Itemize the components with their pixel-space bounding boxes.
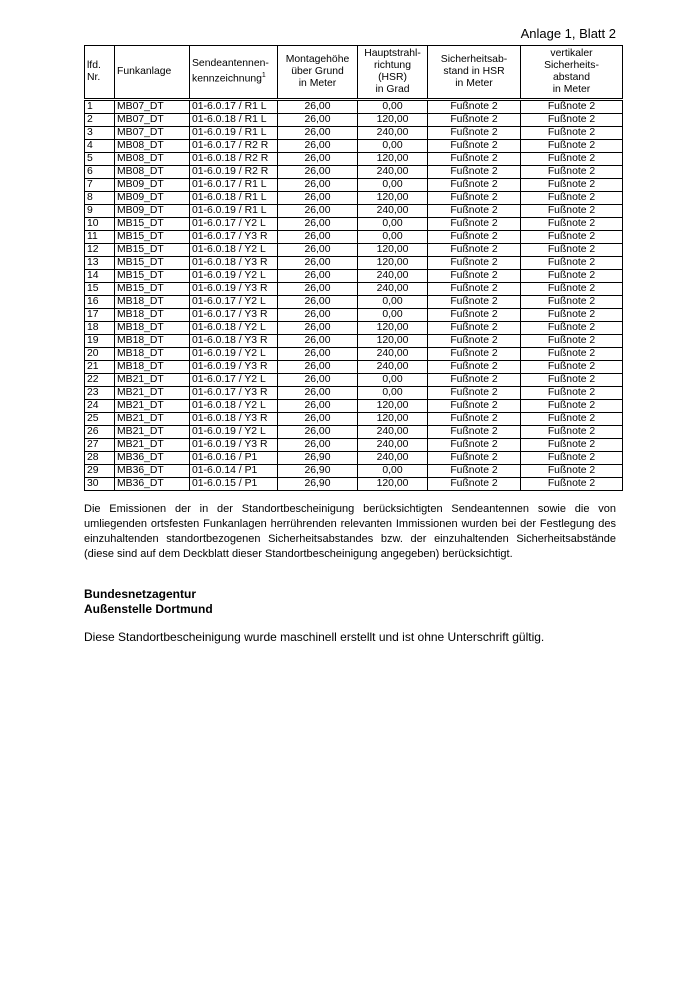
cell-hauptstrahlrichtung: 240,00 <box>358 361 428 374</box>
table-row <box>85 322 623 335</box>
cell-funkanlage: MB15_DT <box>115 283 190 296</box>
table-row <box>85 257 623 270</box>
cell-sicherheitsabstand: Fußnote 2 <box>428 218 521 231</box>
cell-montagehoehe: 26,00 <box>278 335 358 348</box>
col-montagehoehe-header: Montagehöhe über Grund in Meter <box>278 46 358 100</box>
cell-vertikaler-abstand: Fußnote 2 <box>521 348 623 361</box>
cell-vertikaler-abstand: Fußnote 2 <box>521 452 623 465</box>
cell-hauptstrahlrichtung: 240,00 <box>358 166 428 179</box>
table-row <box>85 100 623 114</box>
cell-vertikaler-abstand: Fußnote 2 <box>521 478 623 491</box>
cell-vertikaler-abstand: Fußnote 2 <box>521 335 623 348</box>
cell-montagehoehe: 26,00 <box>278 244 358 257</box>
table-row <box>85 439 623 452</box>
table-row <box>85 153 623 166</box>
cell-kennzeichnung: 01-6.0.19 / R2 R <box>190 166 278 179</box>
cell-hauptstrahlrichtung: 0,00 <box>358 309 428 322</box>
col-kennzeichnung-header: Sendeantennen- kennzeichnung$^1$ <box>190 46 278 100</box>
col-vertikaler-abstand-header: vertikaler Sicherheits- abstand in Meter <box>521 46 623 100</box>
table-row <box>85 140 623 153</box>
cell-montagehoehe: 26,00 <box>278 426 358 439</box>
cell-vertikaler-abstand: Fußnote 2 <box>521 426 623 439</box>
table-row <box>85 309 623 322</box>
table-row <box>85 114 623 127</box>
cell-sicherheitsabstand: Fußnote 2 <box>428 231 521 244</box>
cell-kennzeichnung: 01-6.0.17 / Y3 R <box>190 309 278 322</box>
cell-lfd: 7 <box>85 179 115 192</box>
cell-kennzeichnung: 01-6.0.18 / Y2 L <box>190 400 278 413</box>
table-row <box>85 270 623 283</box>
cell-kennzeichnung: 01-6.0.19 / Y2 L <box>190 348 278 361</box>
cell-kennzeichnung: 01-6.0.16 / P1 <box>190 452 278 465</box>
cell-montagehoehe: 26,00 <box>278 374 358 387</box>
table-row <box>85 179 623 192</box>
cell-lfd: 24 <box>85 400 115 413</box>
table-row <box>85 218 623 231</box>
cell-vertikaler-abstand: Fußnote 2 <box>521 283 623 296</box>
cell-sicherheitsabstand: Fußnote 2 <box>428 296 521 309</box>
cell-sicherheitsabstand: Fußnote 2 <box>428 387 521 400</box>
cell-funkanlage: MB36_DT <box>115 478 190 491</box>
cell-kennzeichnung: 01-6.0.14 / P1 <box>190 465 278 478</box>
authority-name: Bundesnetzagentur <box>84 587 197 601</box>
cell-vertikaler-abstand: Fußnote 2 <box>521 192 623 205</box>
cell-funkanlage: MB15_DT <box>115 270 190 283</box>
cell-vertikaler-abstand: Fußnote 2 <box>521 140 623 153</box>
table-row <box>85 452 623 465</box>
cell-kennzeichnung: 01-6.0.17 / Y3 R <box>190 231 278 244</box>
cell-kennzeichnung: 01-6.0.18 / Y3 R <box>190 257 278 270</box>
cell-vertikaler-abstand: Fußnote 2 <box>521 244 623 257</box>
cell-kennzeichnung: 01-6.0.18 / Y3 R <box>190 413 278 426</box>
cell-montagehoehe: 26,00 <box>278 413 358 426</box>
cell-hauptstrahlrichtung: 120,00 <box>358 257 428 270</box>
cell-kennzeichnung: 01-6.0.17 / R1 L <box>190 100 278 114</box>
cell-lfd: 21 <box>85 361 115 374</box>
cell-montagehoehe: 26,00 <box>278 348 358 361</box>
cell-funkanlage: MB15_DT <box>115 244 190 257</box>
cell-lfd: 18 <box>85 322 115 335</box>
table-row <box>85 413 623 426</box>
cell-hauptstrahlrichtung: 240,00 <box>358 283 428 296</box>
cell-lfd: 6 <box>85 166 115 179</box>
cell-lfd: 11 <box>85 231 115 244</box>
cell-kennzeichnung: 01-6.0.17 / Y3 R <box>190 387 278 400</box>
table-row <box>85 348 623 361</box>
cell-hauptstrahlrichtung: 0,00 <box>358 231 428 244</box>
authority-office: Außenstelle Dortmund <box>84 602 213 616</box>
cell-funkanlage: MB21_DT <box>115 374 190 387</box>
cell-kennzeichnung: 01-6.0.15 / P1 <box>190 478 278 491</box>
cell-montagehoehe: 26,00 <box>278 387 358 400</box>
cell-sicherheitsabstand: Fußnote 2 <box>428 244 521 257</box>
cell-montagehoehe: 26,00 <box>278 100 358 114</box>
cell-vertikaler-abstand: Fußnote 2 <box>521 270 623 283</box>
cell-vertikaler-abstand: Fußnote 2 <box>521 218 623 231</box>
cell-funkanlage: MB09_DT <box>115 205 190 218</box>
cell-vertikaler-abstand: Fußnote 2 <box>521 127 623 140</box>
cell-hauptstrahlrichtung: 0,00 <box>358 387 428 400</box>
cell-kennzeichnung: 01-6.0.18 / Y2 L <box>190 244 278 257</box>
cell-funkanlage: MB21_DT <box>115 387 190 400</box>
table-body <box>85 100 623 491</box>
cell-hauptstrahlrichtung: 0,00 <box>358 296 428 309</box>
cell-funkanlage: MB15_DT <box>115 257 190 270</box>
col-lfd-header: lfd. Nr. <box>85 46 115 100</box>
cell-hauptstrahlrichtung: 0,00 <box>358 374 428 387</box>
machine-generated-note: Diese Standortbescheinigung wurde maschinell erstellt und ist ohne Unterschrift gültig. <box>84 630 545 644</box>
col-funkanlage-header: Funkanlage <box>115 46 190 100</box>
cell-hauptstrahlrichtung: 120,00 <box>358 114 428 127</box>
cell-sicherheitsabstand: Fußnote 2 <box>428 335 521 348</box>
cell-montagehoehe: 26,00 <box>278 231 358 244</box>
cell-hauptstrahlrichtung: 120,00 <box>358 244 428 257</box>
cell-lfd: 15 <box>85 283 115 296</box>
cell-kennzeichnung: 01-6.0.19 / Y2 L <box>190 426 278 439</box>
cell-funkanlage: MB21_DT <box>115 439 190 452</box>
cell-sicherheitsabstand: Fußnote 2 <box>428 439 521 452</box>
cell-funkanlage: MB15_DT <box>115 231 190 244</box>
cell-kennzeichnung: 01-6.0.18 / R1 L <box>190 192 278 205</box>
cell-funkanlage: MB07_DT <box>115 127 190 140</box>
table-header-row <box>85 46 623 100</box>
cell-montagehoehe: 26,00 <box>278 114 358 127</box>
cell-lfd: 20 <box>85 348 115 361</box>
cell-sicherheitsabstand: Fußnote 2 <box>428 478 521 491</box>
cell-funkanlage: MB36_DT <box>115 452 190 465</box>
cell-funkanlage: MB36_DT <box>115 465 190 478</box>
cell-lfd: 4 <box>85 140 115 153</box>
cell-lfd: 10 <box>85 218 115 231</box>
cell-kennzeichnung: 01-6.0.19 / R1 L <box>190 205 278 218</box>
cell-montagehoehe: 26,90 <box>278 452 358 465</box>
table-row <box>85 387 623 400</box>
cell-montagehoehe: 26,00 <box>278 322 358 335</box>
cell-montagehoehe: 26,90 <box>278 478 358 491</box>
emissions-paragraph: Die Emissionen der in der Standortbescheinigung berücksichtigten Sendeantennen sowie die von umliegenden ortsfesten Funkanlagen herrührenden relevanten Immissionen wurden bei der Festlegung des einzuhaltenden standortbezogenen Sicherheitsabstandes bzw. der einzuhaltenden Sicherheitsabstände (diese sind auf dem Deckblatt dieser Standortbescheinigung angegeben) berücksichtigt. <box>84 503 616 560</box>
cell-sicherheitsabstand: Fußnote 2 <box>428 400 521 413</box>
cell-kennzeichnung: 01-6.0.17 / R2 R <box>190 140 278 153</box>
cell-lfd: 30 <box>85 478 115 491</box>
cell-montagehoehe: 26,00 <box>278 283 358 296</box>
cell-hauptstrahlrichtung: 120,00 <box>358 335 428 348</box>
table-row <box>85 192 623 205</box>
sheet-label: Anlage 1, Blatt 2 <box>520 26 616 41</box>
table-row <box>85 127 623 140</box>
cell-funkanlage: MB21_DT <box>115 413 190 426</box>
cell-vertikaler-abstand: Fußnote 2 <box>521 114 623 127</box>
cell-vertikaler-abstand: Fußnote 2 <box>521 439 623 452</box>
cell-montagehoehe: 26,00 <box>278 439 358 452</box>
cell-sicherheitsabstand: Fußnote 2 <box>428 413 521 426</box>
cell-sicherheitsabstand: Fußnote 2 <box>428 114 521 127</box>
cell-vertikaler-abstand: Fußnote 2 <box>521 387 623 400</box>
cell-hauptstrahlrichtung: 240,00 <box>358 205 428 218</box>
cell-sicherheitsabstand: Fußnote 2 <box>428 205 521 218</box>
cell-sicherheitsabstand: Fußnote 2 <box>428 465 521 478</box>
cell-vertikaler-abstand: Fußnote 2 <box>521 100 623 114</box>
cell-funkanlage: MB15_DT <box>115 218 190 231</box>
table-row <box>85 426 623 439</box>
cell-vertikaler-abstand: Fußnote 2 <box>521 374 623 387</box>
cell-lfd: 2 <box>85 114 115 127</box>
cell-vertikaler-abstand: Fußnote 2 <box>521 361 623 374</box>
cell-lfd: 25 <box>85 413 115 426</box>
cell-sicherheitsabstand: Fußnote 2 <box>428 100 521 114</box>
cell-lfd: 23 <box>85 387 115 400</box>
table-row <box>85 335 623 348</box>
cell-hauptstrahlrichtung: 120,00 <box>358 413 428 426</box>
cell-montagehoehe: 26,00 <box>278 127 358 140</box>
cell-montagehoehe: 26,90 <box>278 465 358 478</box>
cell-funkanlage: MB08_DT <box>115 140 190 153</box>
cell-kennzeichnung: 01-6.0.17 / Y2 L <box>190 296 278 309</box>
cell-sicherheitsabstand: Fußnote 2 <box>428 348 521 361</box>
cell-montagehoehe: 26,00 <box>278 361 358 374</box>
cell-lfd: 5 <box>85 153 115 166</box>
cell-hauptstrahlrichtung: 0,00 <box>358 465 428 478</box>
cell-kennzeichnung: 01-6.0.18 / Y3 R <box>190 335 278 348</box>
cell-vertikaler-abstand: Fußnote 2 <box>521 153 623 166</box>
cell-vertikaler-abstand: Fußnote 2 <box>521 400 623 413</box>
cell-kennzeichnung: 01-6.0.19 / Y2 L <box>190 270 278 283</box>
cell-kennzeichnung: 01-6.0.18 / R2 R <box>190 153 278 166</box>
cell-funkanlage: MB18_DT <box>115 335 190 348</box>
cell-hauptstrahlrichtung: 120,00 <box>358 400 428 413</box>
cell-hauptstrahlrichtung: 120,00 <box>358 322 428 335</box>
cell-lfd: 17 <box>85 309 115 322</box>
cell-kennzeichnung: 01-6.0.17 / Y2 L <box>190 374 278 387</box>
cell-kennzeichnung: 01-6.0.18 / Y2 L <box>190 322 278 335</box>
table-row <box>85 465 623 478</box>
cell-lfd: 26 <box>85 426 115 439</box>
cell-kennzeichnung: 01-6.0.18 / R1 L <box>190 114 278 127</box>
cell-sicherheitsabstand: Fußnote 2 <box>428 179 521 192</box>
cell-funkanlage: MB18_DT <box>115 309 190 322</box>
cell-funkanlage: MB18_DT <box>115 296 190 309</box>
cell-funkanlage: MB08_DT <box>115 153 190 166</box>
cell-sicherheitsabstand: Fußnote 2 <box>428 361 521 374</box>
cell-funkanlage: MB21_DT <box>115 400 190 413</box>
cell-hauptstrahlrichtung: 240,00 <box>358 439 428 452</box>
cell-funkanlage: MB09_DT <box>115 192 190 205</box>
cell-sicherheitsabstand: Fußnote 2 <box>428 452 521 465</box>
table-row <box>85 231 623 244</box>
cell-hauptstrahlrichtung: 120,00 <box>358 192 428 205</box>
cell-kennzeichnung: 01-6.0.19 / Y3 R <box>190 361 278 374</box>
cell-hauptstrahlrichtung: 0,00 <box>358 140 428 153</box>
cell-montagehoehe: 26,00 <box>278 153 358 166</box>
cell-sicherheitsabstand: Fußnote 2 <box>428 192 521 205</box>
cell-sicherheitsabstand: Fußnote 2 <box>428 166 521 179</box>
cell-sicherheitsabstand: Fußnote 2 <box>428 283 521 296</box>
cell-montagehoehe: 26,00 <box>278 218 358 231</box>
cell-kennzeichnung: 01-6.0.19 / Y3 R <box>190 283 278 296</box>
col-sicherheitsabstand-header: Sicherheitsab- stand in HSR in Meter <box>428 46 521 100</box>
table-row <box>85 166 623 179</box>
cell-sicherheitsabstand: Fußnote 2 <box>428 374 521 387</box>
cell-hauptstrahlrichtung: 120,00 <box>358 153 428 166</box>
cell-vertikaler-abstand: Fußnote 2 <box>521 166 623 179</box>
cell-sicherheitsabstand: Fußnote 2 <box>428 426 521 439</box>
cell-hauptstrahlrichtung: 0,00 <box>358 218 428 231</box>
cell-lfd: 8 <box>85 192 115 205</box>
cell-hauptstrahlrichtung: 240,00 <box>358 452 428 465</box>
cell-sicherheitsabstand: Fußnote 2 <box>428 257 521 270</box>
cell-lfd: 3 <box>85 127 115 140</box>
cell-lfd: 9 <box>85 205 115 218</box>
cell-montagehoehe: 26,00 <box>278 205 358 218</box>
cell-vertikaler-abstand: Fußnote 2 <box>521 296 623 309</box>
table-row <box>85 296 623 309</box>
cell-lfd: 16 <box>85 296 115 309</box>
cell-lfd: 28 <box>85 452 115 465</box>
table-row <box>85 361 623 374</box>
cell-hauptstrahlrichtung: 120,00 <box>358 478 428 491</box>
cell-kennzeichnung: 01-6.0.17 / Y2 L <box>190 218 278 231</box>
cell-hauptstrahlrichtung: 240,00 <box>358 127 428 140</box>
cell-kennzeichnung: 01-6.0.19 / Y3 R <box>190 439 278 452</box>
cell-montagehoehe: 26,00 <box>278 166 358 179</box>
table-row <box>85 244 623 257</box>
cell-sicherheitsabstand: Fußnote 2 <box>428 127 521 140</box>
cell-hauptstrahlrichtung: 240,00 <box>358 426 428 439</box>
cell-montagehoehe: 26,00 <box>278 270 358 283</box>
cell-sicherheitsabstand: Fußnote 2 <box>428 140 521 153</box>
cell-sicherheitsabstand: Fußnote 2 <box>428 309 521 322</box>
cell-sicherheitsabstand: Fußnote 2 <box>428 322 521 335</box>
cell-sicherheitsabstand: Fußnote 2 <box>428 270 521 283</box>
cell-lfd: 14 <box>85 270 115 283</box>
cell-montagehoehe: 26,00 <box>278 192 358 205</box>
cell-lfd: 29 <box>85 465 115 478</box>
cell-hauptstrahlrichtung: 240,00 <box>358 348 428 361</box>
cell-hauptstrahlrichtung: 0,00 <box>358 179 428 192</box>
cell-vertikaler-abstand: Fußnote 2 <box>521 413 623 426</box>
cell-kennzeichnung: 01-6.0.19 / R1 L <box>190 127 278 140</box>
cell-lfd: 1 <box>85 100 115 114</box>
table-row <box>85 400 623 413</box>
cell-funkanlage: MB18_DT <box>115 361 190 374</box>
cell-hauptstrahlrichtung: 240,00 <box>358 270 428 283</box>
cell-lfd: 13 <box>85 257 115 270</box>
col-hauptstrahlrichtung-header: Hauptstrahl- richtung (HSR) in Grad <box>358 46 428 100</box>
cell-funkanlage: MB18_DT <box>115 322 190 335</box>
cell-montagehoehe: 26,00 <box>278 140 358 153</box>
antenna-table <box>84 45 623 491</box>
cell-montagehoehe: 26,00 <box>278 179 358 192</box>
cell-funkanlage: MB21_DT <box>115 426 190 439</box>
cell-montagehoehe: 26,00 <box>278 400 358 413</box>
cell-montagehoehe: 26,00 <box>278 257 358 270</box>
cell-vertikaler-abstand: Fußnote 2 <box>521 309 623 322</box>
cell-lfd: 12 <box>85 244 115 257</box>
cell-vertikaler-abstand: Fußnote 2 <box>521 205 623 218</box>
cell-lfd: 22 <box>85 374 115 387</box>
cell-sicherheitsabstand: Fußnote 2 <box>428 153 521 166</box>
cell-vertikaler-abstand: Fußnote 2 <box>521 179 623 192</box>
cell-funkanlage: MB07_DT <box>115 114 190 127</box>
cell-vertikaler-abstand: Fußnote 2 <box>521 257 623 270</box>
cell-funkanlage: MB08_DT <box>115 166 190 179</box>
cell-montagehoehe: 26,00 <box>278 309 358 322</box>
cell-vertikaler-abstand: Fußnote 2 <box>521 465 623 478</box>
cell-funkanlage: MB07_DT <box>115 100 190 114</box>
cell-lfd: 19 <box>85 335 115 348</box>
cell-vertikaler-abstand: Fußnote 2 <box>521 231 623 244</box>
table-row <box>85 283 623 296</box>
table-row <box>85 205 623 218</box>
cell-vertikaler-abstand: Fußnote 2 <box>521 322 623 335</box>
cell-kennzeichnung: 01-6.0.17 / R1 L <box>190 179 278 192</box>
cell-montagehoehe: 26,00 <box>278 296 358 309</box>
cell-hauptstrahlrichtung: 0,00 <box>358 100 428 114</box>
cell-funkanlage: MB09_DT <box>115 179 190 192</box>
table-row <box>85 374 623 387</box>
table-row <box>85 478 623 491</box>
cell-lfd: 27 <box>85 439 115 452</box>
cell-funkanlage: MB18_DT <box>115 348 190 361</box>
